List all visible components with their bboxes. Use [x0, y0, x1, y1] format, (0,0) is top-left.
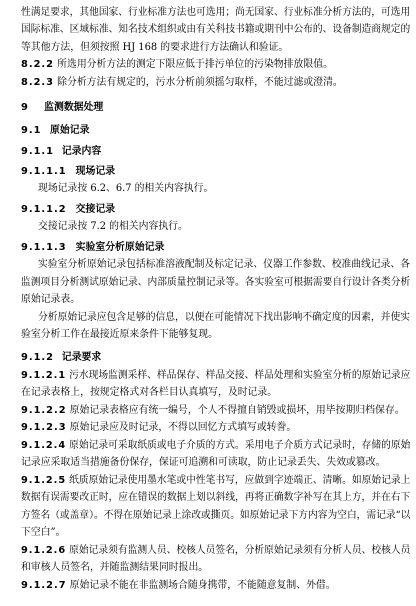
section-number: 9: [21, 102, 29, 113]
clause-text: 除分析方法有规定的，污水分析前须摇匀取样，不能过滤或澄清。: [57, 77, 343, 88]
section-number: 9.1: [21, 125, 42, 136]
clause-8-2-2: [21, 58, 410, 71]
paragraph-line: 监测项目分析测试原始记录、内部质量控制记录等。各实验室可根据需要自行设计各类分析: [21, 277, 411, 288]
clause-9-1-2-3: [21, 421, 410, 434]
clause-text: 纸质原始记录使用墨水笔或中性笔书写，应做到字迹端正、清晰。如原始记录上: [69, 475, 411, 486]
section-title: 原始记录: [50, 125, 90, 136]
clause-number: 9.1.2.5: [21, 475, 67, 486]
heading-9-1-1-3: [21, 241, 410, 254]
paragraph-line: 方签名（或盖章）。不得在原始记录上涂改或撕页。如原始记录下方内容为空白，需记录“以: [21, 510, 411, 521]
paragraph-line: 实验室分析原始记录包括标准溶液配制及标定记录、仪器工作参数、校准曲线记录、各: [38, 259, 411, 270]
clause-text: 原始记录应及时记录，不得以回忆方式填写或转誊。: [69, 422, 297, 433]
paragraph-line: 在记录表格上，按规定格式对各栏目认真填写，及时记录。: [21, 387, 278, 398]
section-title: 实验室分析原始记录: [75, 242, 165, 253]
clause-number: 9.1.2.7: [21, 580, 67, 591]
paragraph-line: 性满足要求，其他国家、行业标准方法也可选用；尚无国家、行业标准分析方法的，可选用: [21, 7, 411, 18]
paragraph-line: 记录应采取适当措施备份保存，保证可追溯和可读取，防止记录丢失、失效或篡改。: [21, 457, 386, 468]
clause-9-1-2-5: [21, 474, 411, 487]
paragraph-line: 原始记录表。: [21, 294, 81, 305]
clause-number: 9.1.2.4: [21, 440, 67, 451]
clause-number: 9.1.2.3: [21, 422, 67, 433]
clause-number: 8.2.3: [21, 77, 54, 88]
clause-number: 9.1.2.2: [21, 405, 67, 416]
section-number: 9.1.1.3: [21, 242, 67, 253]
clause-text: 原始记录可采取纸质或电子介质的方式。采用电子介质方式记录时，存储的原始: [69, 440, 411, 451]
clause-text: 所选用分析方法的测定下限应低于排污单位的污染物排放限值。: [57, 59, 333, 70]
clause-9-1-2-1: [21, 369, 411, 382]
paragraph-line: 数据有误需要改正时，应在错误的数据上划以斜线，再将正确数字补写在其上方，并在右下: [21, 492, 411, 503]
section-heading-9: [21, 101, 410, 114]
clause-text: 污水现场监测采样、样品保存、样品交接、样品处理和实验室分析的原始记录应: [69, 370, 411, 381]
clause-text: 原始记录不能在非监测场合随身携带，不能随意复制、外借。: [69, 580, 336, 591]
section-number: 9.1.1.2: [21, 204, 67, 215]
paragraph-line: 分析原始记录应包含足够的信息，以便在可能情况下找出影响不确定度的因素，并使实: [38, 312, 411, 323]
section-title: 记录内容: [61, 146, 102, 157]
section-number: 9.1.1.1: [21, 166, 67, 177]
heading-9-1-2: [21, 351, 410, 364]
paragraph-line: 和审核人员签名，并随监测结果同时报出。: [21, 562, 209, 573]
clause-number: 9.1.2.6: [21, 545, 67, 556]
clause-number: 9.1.2.1: [21, 370, 67, 381]
clause-9-1-2-2: [21, 404, 410, 417]
section-title: 监测数据处理: [44, 102, 104, 113]
clause-8-2-3: [21, 76, 410, 89]
section-number: 9.1.2: [21, 352, 54, 363]
paragraph-line: 验室分析工作在最接近原来条件下能够复现。: [21, 329, 218, 340]
clause-text: 原始记录须有监测人员、校核人员签名，分析原始记录须有分析人员、校核人员: [69, 545, 411, 556]
paragraph-line: 现场记录按 6.2、6.7 的相关内容执行。: [38, 183, 214, 194]
clause-9-1-2-4: [21, 439, 411, 452]
paragraph-line: 下空白”。: [21, 527, 66, 538]
clause-text: 原始记录表格应有统一编号，个人不得擅自销毁或损坏，用毕按期归档保存。: [69, 405, 405, 416]
section-title: 记录要求: [61, 352, 102, 363]
clause-9-1-2-6: [21, 544, 411, 557]
paragraph-line: 交接记录按 7.2 的相关内容执行。: [38, 221, 188, 232]
clause-9-1-2-7: [21, 579, 410, 592]
section-title: 现场记录: [75, 166, 116, 177]
heading-9-1-1-2: [21, 203, 410, 216]
clause-number: 8.2.2: [21, 59, 54, 70]
paragraph-line: 等其他方法，但须按照 HJ 168 的要求进行方法确认和验证。: [21, 42, 289, 53]
heading-9-1-1: [21, 145, 410, 158]
section-number: 9.1.1: [21, 146, 54, 157]
heading-9-1: [21, 124, 410, 137]
heading-9-1-1-1: [21, 165, 410, 178]
section-title: 交接记录: [75, 204, 116, 215]
paragraph-line: 国际标准、区域标准、知名技术组织或由有关科技书籍或期刊中公布的、设备制造商规定的: [21, 24, 411, 35]
